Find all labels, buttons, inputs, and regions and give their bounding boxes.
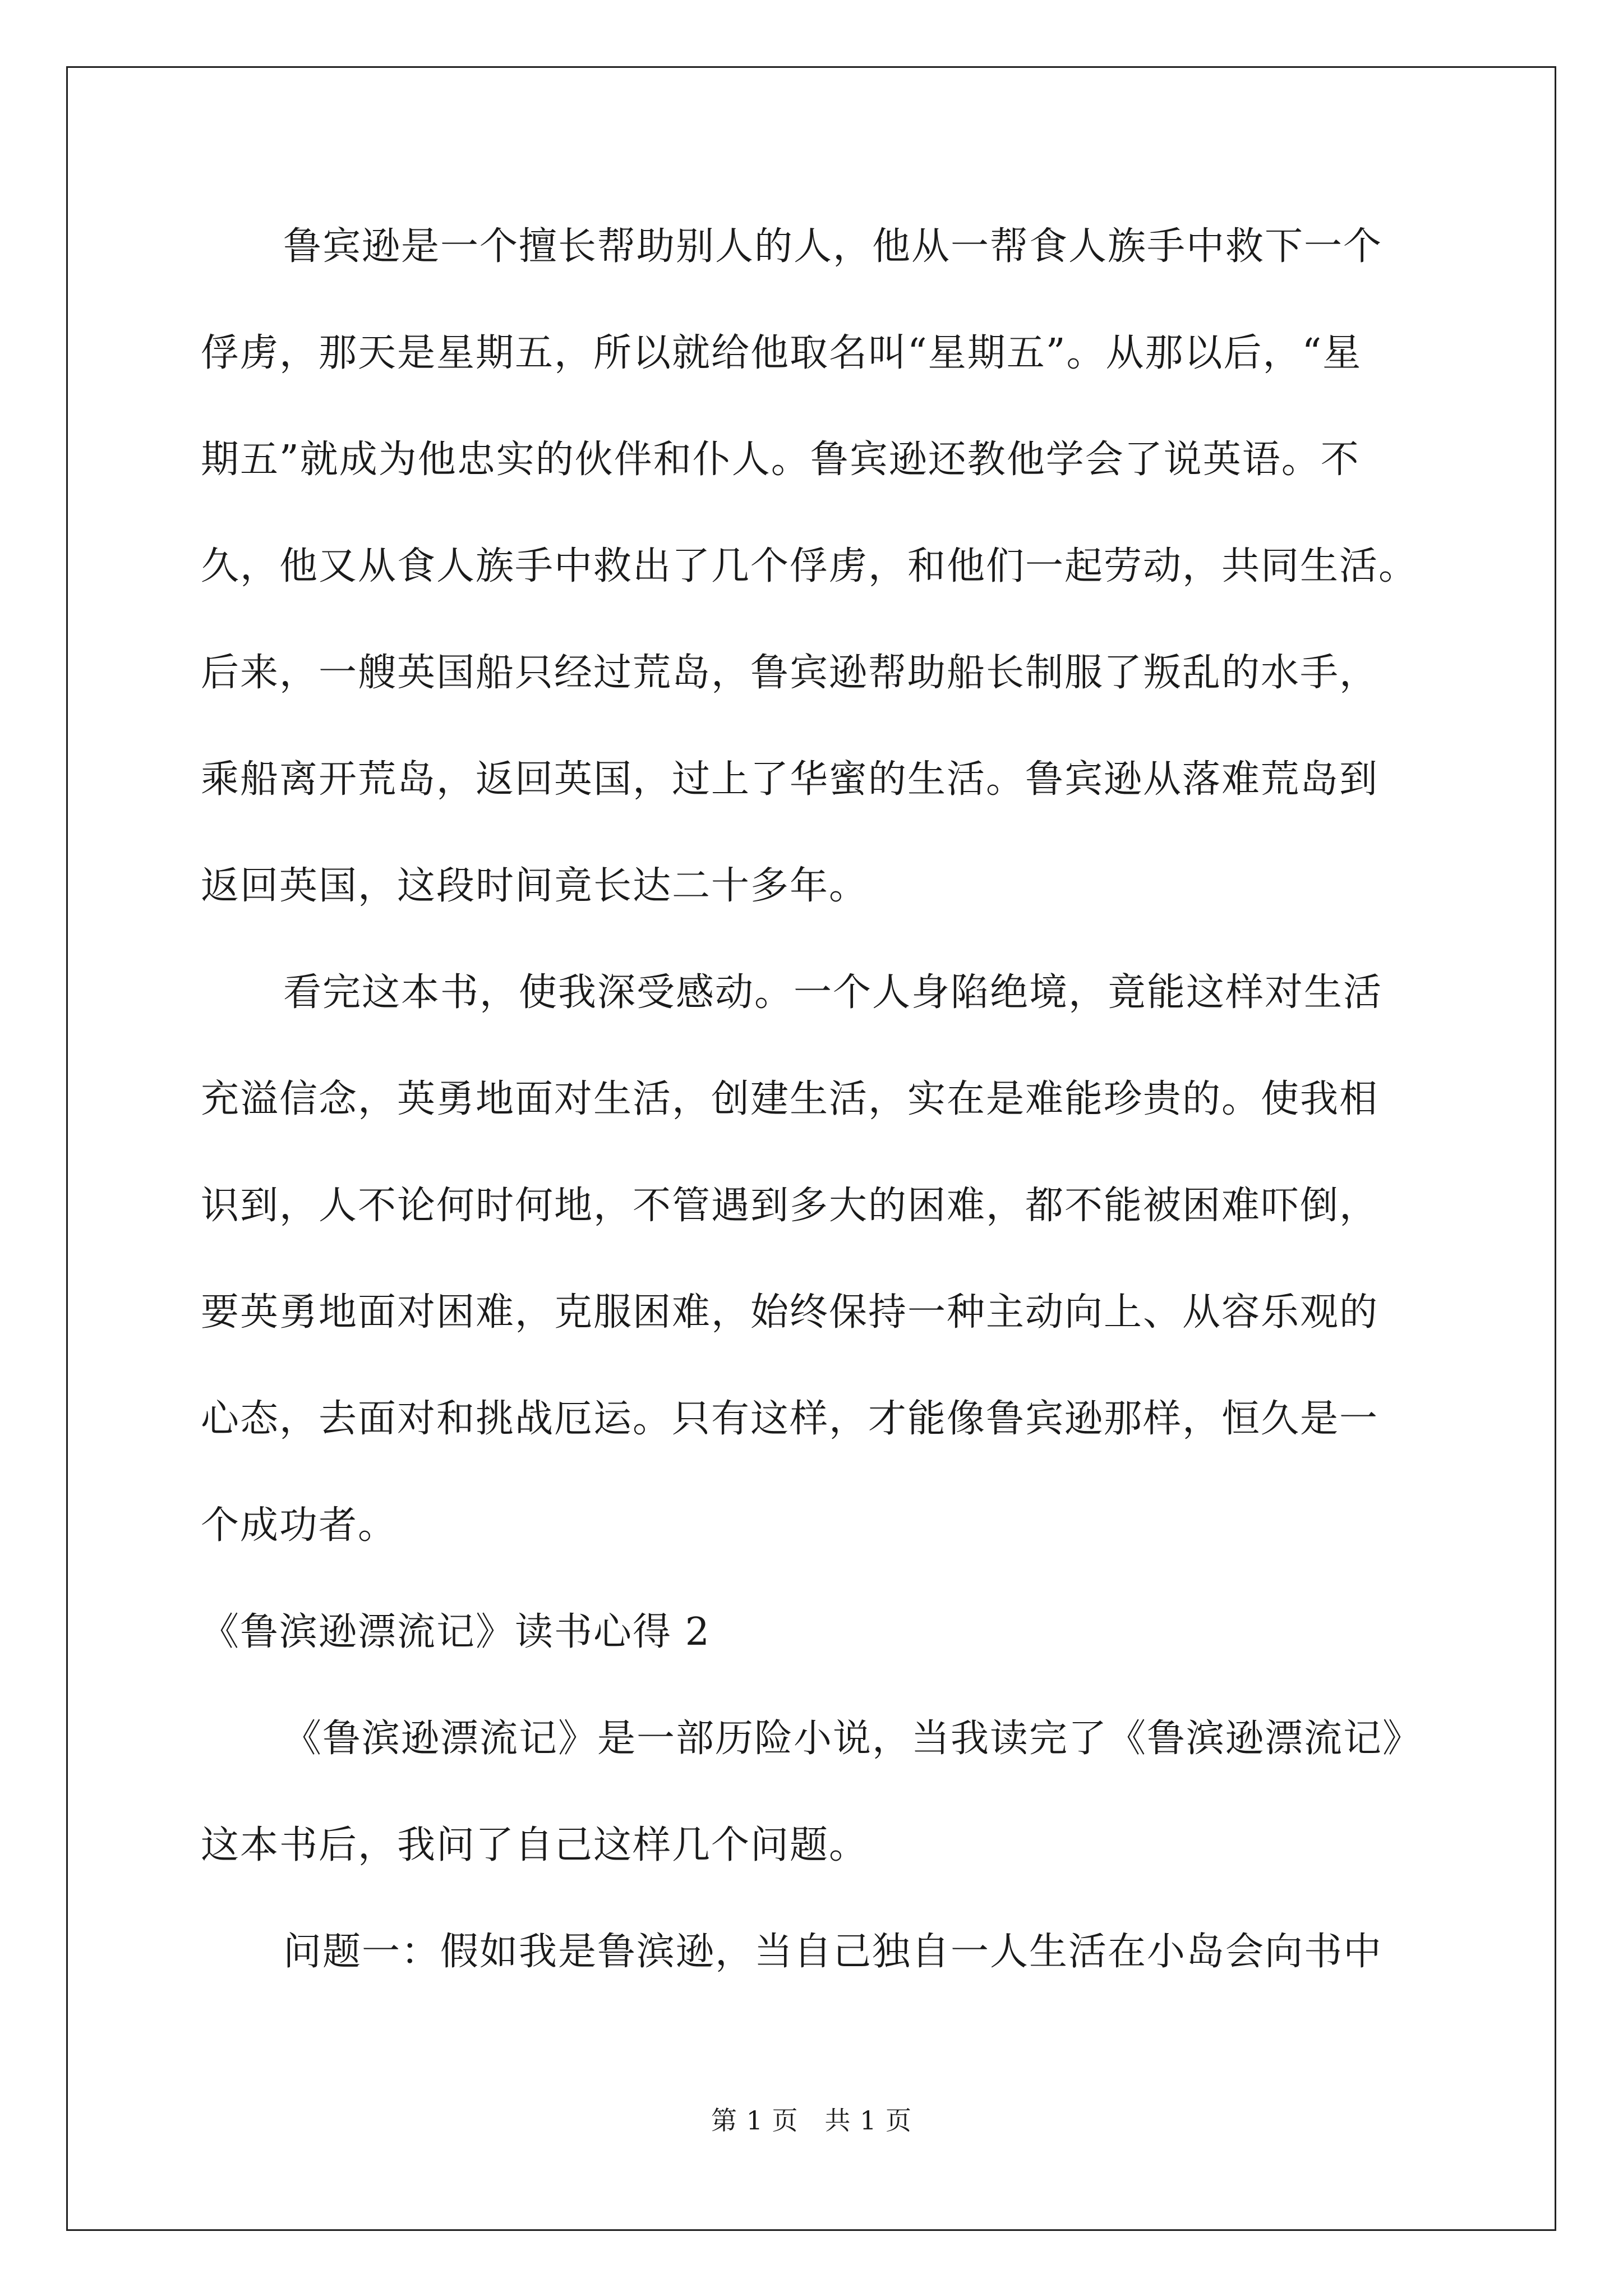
paragraph-2-line-6: 个成功者。	[201, 1503, 398, 1548]
paragraph-3-line-2: 这本书后，我问了自己这样几个问题。	[201, 1823, 869, 1867]
paragraph-1-line-5: 后来，一艘英国船只经过荒岛，鲁宾逊帮助船长制服了叛乱的水手，	[201, 651, 1379, 695]
paragraph-1-line-4: 久，他又从食人族手中救出了几个俘虏，和他们一起劳动，共同生活。	[201, 544, 1418, 588]
section-heading: 《鲁滨逊漂流记》读书心得 2	[201, 1610, 711, 1654]
page-number-footer: 第 1 页 共 1 页	[711, 2105, 912, 2136]
paragraph-2-line-5: 心态，去面对和挑战厄运。只有这样，才能像鲁宾逊那样，恒久是一	[201, 1397, 1379, 1441]
paragraph-1-line-6: 乘船离开荒岛，返回英国，过上了华蜜的生活。鲁宾逊从落难荒岛到	[201, 757, 1379, 802]
paragraph-1-line-3: 期五”就成为他忠实的伙伴和仆人。鲁宾逊还教他学会了说英语。不	[201, 438, 1360, 482]
page-border	[66, 66, 1556, 2231]
paragraph-2-line-1: 看完这本书，使我深受感动。一个人身陷绝境，竟能这样对生活	[283, 970, 1383, 1015]
paragraph-2-line-3: 识到，人不论何时何地，不管遇到多大的困难，都不能被困难吓倒，	[201, 1184, 1379, 1228]
paragraph-3-line-1: 《鲁滨逊漂流记》是一部历险小说，当我读完了《鲁滨逊漂流记》	[283, 1717, 1422, 1761]
paragraph-1-line-1: 鲁宾逊是一个擅长帮助别人的人，他从一帮食人族手中救下一个	[283, 224, 1383, 269]
paragraph-2-line-2: 充溢信念，英勇地面对生活，创建生活，实在是难能珍贵的。使我相	[201, 1077, 1379, 1121]
paragraph-1-line-7: 返回英国，这段时间竟长达二十多年。	[201, 864, 869, 908]
paragraph-4-line-1: 问题一：假如我是鲁滨逊，当自己独自一人生活在小岛会向书中	[283, 1930, 1383, 1974]
paragraph-2-line-4: 要英勇地面对困难，克服困难，始终保持一种主动向上、从容乐观的	[201, 1290, 1379, 1335]
paragraph-1-line-2: 俘虏，那天是星期五，所以就给他取名叫“星期五”。从那以后，“星	[201, 331, 1362, 375]
